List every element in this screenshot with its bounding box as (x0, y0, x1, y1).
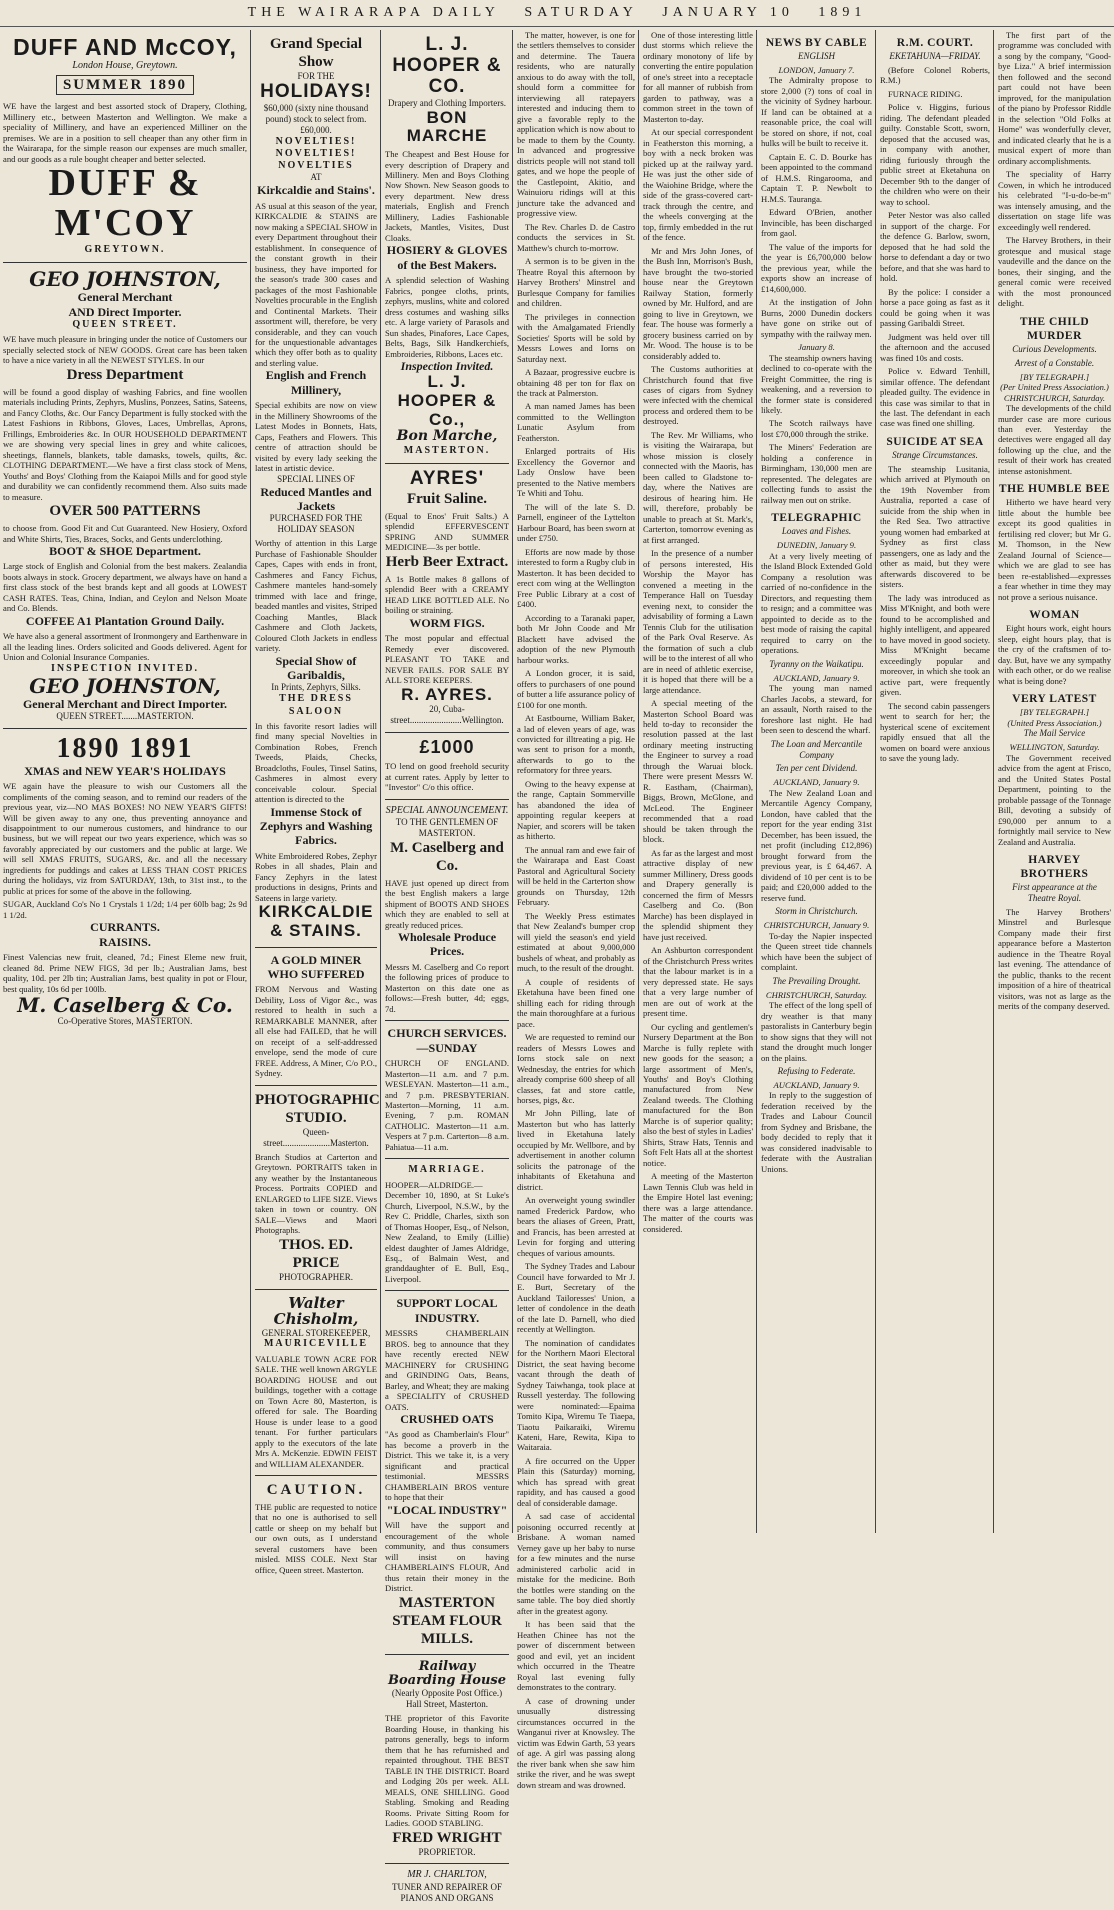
advert-footer: M. Caselberg & Co. (17, 993, 233, 1018)
advert-body: (Equal to Enos' Fruit Salts.) A splendid EFFERVESCENT SPRING AND SUMMER MEDICINE—3s per bottle. (385, 510, 509, 553)
advert-body: HAVE just opened up direct from the best English makers a large shipment of BOOTS AND SHOES which they are enabled to sell at greatly reduced prices. (385, 877, 509, 930)
news-paragraph: Mr and Mrs John Jones, of the Bush Inn, Morrison's Bush, have brought the two-storied house near the Greytown Railway Station, formerly owned by Mr. Hulford, and are going to live in Greytown, we fear. The house was formerly a grocery business carried on by Mr. Wood. The house is to be considerably added to. (643, 245, 753, 361)
advert-subtitle: Drapery and Clothing Importers. (388, 97, 506, 108)
dateline: AUCKLAND, January 9. (773, 777, 860, 788)
column-7 (877, 30, 993, 1533)
column-5 (640, 30, 756, 1533)
advert-millinery: English and French Millinery, (265, 368, 367, 397)
advert-body-4: In this favorite resort ladies will find many special Novelties in Combination Robes, French Tweeds, Plaids, Checks, Broadcloths, Foules, Tinsel Satins, Cashmeres in almost every conceivable colour. Special attention is directed to the (255, 720, 377, 805)
dateline: CHRISTCHURCH, January 9. (763, 920, 870, 931)
advert-caselberg-holidays (3, 729, 247, 1033)
advert-raisins: RAISINS. (99, 934, 151, 949)
news-paragraph: The second cabin passengers went to search for her; the hysterical scene of excitement rapidly ensued that all the women on board were anxious to save the young lady. (880, 700, 990, 764)
advert-body-3: Worthy of attention in this Large Purchase of Fashionable Shoulder Capes, Capes with ends in front, Cashmeres and Fancy Fichus, Cashmere manteles hand-somely trimmed with lace and fringe, beaded mantles and visites, Striped Coaching Mantles, Black Cashmere and Cloth Jackets, Coloured Cloth Jackets in endless variety. (255, 538, 377, 654)
advert-caution (255, 1476, 377, 1581)
news-paragraph: It has been said that the Heathen Chinee has not the power of discernment between good and evil, yet an incident which occurred in the Theatre Royal last evening fully demonstrates to the contrary. (517, 1619, 635, 1693)
advert-footer: L. J. HOOPER & Co., (397, 372, 497, 429)
news-paragraph: The Scotch railways have lost £70,000 through the strike. (761, 418, 872, 439)
advert-to: TO THE GENTLEMEN OF MASTERTON. (395, 816, 499, 838)
advert-body: WE again have the pleasure to wish our Customers all the compliments of the coming season, and to remind our readers of the previous year, viz—NO MAS BOXES! NO NEW YEAR'S GIFTS! Will be given away to any one, thus preventing annoyance and disappointment to our numerous customers, and hindrance to our business, but we will repeat our two years experience, which was so favorably appreciated by our customers and the public at large. We will sell XMAS FRUITS, SUGARS, &c. and all the necessary ingredients for puddings and cakes at LESS THAN COST PRICES during the holidays, viz from SATURDAY, 13th, to 31st inst., to the public at prices for some of the above in the following. (3, 781, 247, 896)
dateline: CHRISTCHURCH, Saturday. (765, 989, 868, 1000)
advert-footer-2: General Merchant and Direct Importer. (22, 696, 228, 711)
advert-title: CAUTION. (266, 1482, 366, 1498)
news-paragraph: One of those interesting little dust storms which relieve the ordinary monotony of life by converting the entire population of one's street into a receptacle for all manner of rubbish from garden to pathway, was a common street in the town of Masterton to-day. (643, 30, 754, 124)
advert-footer-2: Bon Marche, (396, 428, 498, 445)
advert-body: The Cheapest and Best House for every description of Drapery and Millinery. Men and Boys Clothing Now Shown. New Season goods to every department. New dress materials, English and French Millinery, Ladies Fashionable Jackets, Mantles, Visites, Dust Cloaks. (385, 149, 509, 243)
advert-photographic (255, 1086, 380, 1290)
news-paragraph: The young man named Charles Jacobs, a steward, for an assault, North raised to the foreshore last night. He had been seen to descend the wharf. (761, 683, 872, 736)
advert-body-4: Large stock of English and Colonial from the best makers. Zealandia boots always in stock. Grocery department, we always have on hand a first class stock of the best brands kept and all goods at LOWEST CASH RATES. Teas, China, Indian, and Ceylon and Nelson Moate and Co. Blends. (3, 561, 247, 614)
news-paragraph: As far as the largest and most attractive display of new summer Millinery, Dress goods and Drapery generally is concerned the firm of Messrs Caselberg and Co. (Bon Marche) has been displayed in the splendid shipment they have just received. (643, 847, 753, 942)
column-1 (0, 30, 250, 1533)
section-kicker: First appearance at the Theatre Royal. (1012, 882, 1097, 903)
advert-footer: FRED WRIGHT (392, 1829, 502, 1846)
section-kicker: Ten per cent Dividend. (775, 763, 858, 774)
news-paragraph: At our special correspondent in Featherston this morning, a boy with a neck broken was picked up at the railway yard. He was just the other side of the Waiohine Bridge, where the side of the grass-covered cart-track through the centre, and the wheels converging at the top, firmly embedded in the rut of the fence. (643, 127, 753, 243)
news-paragraph: To-day the Napier inspected the Queen street tide channels which have been the subject of complaint. (761, 930, 872, 973)
advert-street: QUEEN STREET. (72, 319, 178, 331)
advert-hooper (385, 30, 509, 464)
news-paragraph: The New Zealand Loan and Mercantile Agency Company, London, have cabled that the report for the year ending 31st December, has been issued, the net profit (including £12,896) brought forward from the previous year, is £ 64,467. A dividend of 10 per cent is to be paid; and £20,000 added to the reserve fund. (761, 787, 872, 903)
news-paragraph: (Before Colonel Roberts, R.M.) (880, 64, 990, 86)
section-heading-humble-bee: THE HUMBLE BEE (998, 483, 1111, 496)
news-paragraph: The Sydney Trades and Labour Council have forwarded to Mr J. E. Burt, Secretary of the Auckland Tailoresses' Union, a letter of condolence in the death of the late D. Parnell, who died recently at Wellington. (517, 1261, 635, 1335)
advert-novelties: NOVELTIES! (275, 135, 357, 147)
advert-body-2: Finest Valencias new fruit, cleaned, 7d.; Finest Eleme new fruit, cleaned 8d. Prime NEW FIGS, 3d per lb.; Australian Jams, best quality, 10d. per 2lb tin; Australian Jams, best quality in pot or Flour, best quality, 10s 6d per 100lb. (3, 952, 247, 994)
advert-worm-figs: WORM FIGS. (409, 615, 485, 630)
column-rule (638, 30, 639, 1533)
column-rule (380, 30, 381, 1533)
advert-body-2: "As good as Chamberlain's Flour" has become a proverb in the District. This we take it, is a very significant and practical testimonial. MESSRS CHAMBERLAIN BROS venture to hope that their (385, 1429, 509, 1503)
advert-zephyrs: Immense Stock of Zephyrs and Washing Fabrics. (259, 804, 373, 848)
section-heading-very-latest: VERY LATEST (1012, 693, 1097, 706)
dateline: DUNEDIN, January 9. (776, 540, 857, 551)
section-kicker: Arrest of a Constable. (1014, 357, 1095, 368)
news-paragraph: Mr John Pilling, late of Masterton but who has latterly lived in Eketahuna lately occupied by Mr. Wellbore, and by advertisement in another column solicits the patronage of the inhabitants of Eketahuna and district. (517, 1108, 635, 1192)
advert-body-3: Will have the support and encouragement of the whole community, and thus consumers will insist on having CHAMBERLAIN'S FLOUR, And thus retain their money in the District. (385, 1520, 509, 1594)
advert-inspection: INSPECTION INVITED. (50, 662, 200, 674)
news-paragraph: A case of drowning under unusually distressing circumstances occurred in the Wanganui river at Knowsley. The victim was Edwin Garth, 53 years of age. A girl was passing along the river bank when she saw him strike the river, and he was swept down stream and was drowned. (517, 1695, 635, 1790)
news-paragraph: FURNACE RIDING. (888, 88, 963, 99)
news-paragraph: Owing to the heavy expense at the range, Captain Sommerville has abandoned the idea of appointing regular keepers at Napier, and scorers will be taken as hitherto. (517, 778, 635, 842)
advert-body: TO lend on good freehold security at current rates. Apply by letter to "Investor" C/o this office. (385, 761, 509, 793)
advert-title: PHOTOGRAPHIC STUDIO. (255, 1091, 380, 1126)
advert-department: Dress Department (66, 366, 184, 383)
advert-footer: KIRKCALDIE & STAINS. (258, 902, 374, 940)
news-paragraph: The nomination of candidates for the Northern Maori Electoral District, the seat having become vacant through the death of Sydney Taiwhanga, took place at Russell yesterday. The following were nominated:—Epaima Tomito Kipa, Wiremu Te Tiaepa, Tiaotu Paikaraiki, Wiremu Kateni, Hare, Rewita, Kipa to Waitaraia. (517, 1337, 635, 1453)
advert-name: THOS. ED. PRICE (279, 1236, 353, 1271)
advert-garibaldis-2: In Prints, Zephyrs, Silks. (271, 682, 361, 693)
news-paragraph: Eight hours work, eight hours sleep, eight hours play, that is the cry of the craftsmen of to-day. But, have we any sympathy with each other, or do we realise what is being done? (998, 623, 1111, 686)
column-rule (756, 30, 757, 1533)
column-rule (250, 30, 251, 1533)
dateline: AUCKLAND, January 9. (773, 1079, 860, 1090)
advert-body: TUNER AND REPAIRER OF PIANOS AND ORGANS (392, 1881, 502, 1903)
advert-dress-saloon: THE DRESS SALOON (279, 693, 353, 717)
masthead-year: 1891 (818, 5, 867, 20)
news-paragraph: A fire occurred on the Upper Plain this (Saturday) morning, which has spread with great rapidity, and has caused a good deal of considerable damage. (517, 1455, 635, 1508)
news-paragraph: The Rev. Charles D. de Castro conducts the services in St. Matthew's church to-morrow. (517, 221, 635, 253)
advert-town: MASTERTON. (403, 444, 491, 456)
news-paragraph: The annual ram and ewe fair of the Wairarapa and East Coast Pastoral and Agricultural Society will be held in the Carterton show grounds on Thursday, 12th February. (517, 844, 635, 908)
advert-name: Kirkcaldie and Stains'. (257, 183, 375, 198)
advert-subtitle: (Nearly Opposite Post Office.) Hall Street, Masterton. (391, 1688, 503, 1710)
advert-role: PHOTOGRAPHER. (278, 1271, 354, 1282)
news-paragraph: The value of the imports for the year is £6,700,000 below the previous year, while the exports show an increase of £14,600,000. (761, 241, 872, 294)
advert-footer: R. AYRES. (401, 684, 493, 704)
news-paragraph: Captain E. C. D. Bourke has been appointed to the command of H.M.S. Ringarooma, and Captain T. P. Newbolt to H.M.S. Tauranga. (761, 151, 872, 204)
news-paragraph: A sad case of accidental poisoning occurred recently at Brisbane. A woman named Verney gave up her baby to nurse for a few minutes and the nurse administered carbolic acid in mistake for the medicine. Both the bottles were standing on the same table. The boy died shortly after in the greatest agony. (517, 1511, 635, 1616)
advert-currants: CURRANTS. (90, 920, 160, 935)
church-body: CHURCH OF ENGLAND. Masterton—11 a.m. and 7 p.m. WESLEYAN. Masterton—11 a.m., and 7 p.m. PRESBYTERIAN. Masterton—Morning, 11 a.m. Evening, 7 p.m. ROMAN CATHOLIC. Masterton—11 a.m. Vespers at 7 p.m. Carterton—8 a.m. Pahiatua—11 a.m. (385, 1058, 509, 1152)
advert-subtitle: GENERAL STOREKEEPER, (261, 1327, 371, 1338)
news-paragraph: In the presence of a number of persons interested, His Worship the Mayor has convened a meeting in the Temperance Hall on Tuesday evening next, to consider the advisability of forming a Lawn Tennis Club for the utilisation of the Park Oval Reserve. As the formation of such a club will be to the interest of all who are in need of athletic exercise, it is hoped that there will be a large attendance. (643, 548, 753, 695)
section-kicker: Loaves and Fishes. (781, 526, 852, 537)
dateline: CHRISTCHURCH, Saturday. (1003, 392, 1106, 403)
advert-body-5: White Embroidered Robes, Zephyr Robes in all shades, Plain and Fancy Zephyrs in the latest productions in designs, Prints and Sateens in large variety. (255, 850, 377, 903)
marriage-title: MARRIAGE. (408, 1164, 486, 1176)
advert-body: VALUABLE TOWN ACRE FOR SALE. THE well known ARGYLE BOARDING HOUSE and out buildings, together with a cottage on Town Acre 80, Masterton, is offered for sale. The Boarding House is under lease to a good tenant. For further particulars apply to the executors of the late Mrs A. McKenzie. EDWIN FEIST and WILLIAM ALEXANDER. (255, 1353, 377, 1469)
advert-herb-beer: Herb Beer Extract. (385, 553, 509, 570)
advert-lines: SPECIAL LINES OF (277, 473, 355, 484)
section-kicker: The Prevailing Drought. (772, 975, 861, 986)
advert-body: FROM Nervous and Wasting Debility, Loss of Vigor &c., was restored to health in such a REMARKABLE MANNER, after all else had FAILED, that he will on receipt of a self-addressed envelope, send the mode of cure FREE. Address, A Miner, C/o P.O., Sydney. (255, 984, 377, 1079)
advert-town: MAURICEVILLE (263, 1338, 368, 1350)
dateline: (Per United Press Association.) (1000, 382, 1109, 393)
news-paragraph: The steamship owners having declined to co-operate with the Freight Committee, the ring is weakening, and a reversion to the former state is considered likely. (761, 352, 872, 415)
masthead (0, 0, 1114, 27)
news-paragraph: The privileges in connection with the Amalgamated Friendly Societies' Sports will be sold by Messrs Lowes and Iorns on Saturday next. (517, 311, 635, 364)
advert-crushed-oats: CRUSHED OATS (400, 1412, 494, 1427)
advert-ayres (385, 464, 509, 733)
news-paragraph: An overweight young swindler named Frederick Pardow, who bears the aliases of Green, Pratt, and Francis, has been arrested at Levin for forging and uttering cheques of various amounts. (517, 1195, 635, 1258)
church-title: CHURCH SERVICES.—SUNDAY (387, 1026, 507, 1055)
section-kicker: Tyranny on the Waikatipu. (769, 658, 864, 669)
section-heading-woman: WOMAN (1029, 609, 1080, 622)
dateline: (United Press Association.) (1007, 717, 1102, 728)
column-2 (252, 30, 380, 1575)
section-heading-suicide-at-sea: SUICIDE AT SEA (886, 435, 984, 448)
advert-street: Queen-street.....................Masterton. (263, 1126, 369, 1148)
advert-holidays: HOLIDAYS! (260, 80, 372, 102)
section-heading-telegraphic: TELEGRAPHIC (771, 512, 862, 525)
section-heading-harvey-brothers: HARVEY BROTHERS (1020, 853, 1089, 880)
news-paragraph: A couple of residents of Eketahuna have been fined one shilling each for riding through the main thoroughfare at a furious pace. (517, 976, 635, 1029)
news-paragraph: The Harvey Brothers, in their grotesque and musical stage vaudeville and the dance on the bones, their singing, and the general comic were received with the most pronounced delight. (998, 235, 1111, 309)
news-paragraph: The matter, however, is one for the settlers themselves to consider and determine. The Tauera residents, who are naturally anxious to do away with the toll, should form a committee for interviewing all ratepayers interested and inducing them to give a favorable reply to the application which is now about to be made to them by the County. In advanced and progressive districts people will not stand toll gates, and we hope the people of the Castlepoint, Akitio, and Wainuioru ridings will at this juncture take the advanced and progressive view. (517, 30, 635, 219)
advert-duff-mccoy (3, 30, 247, 263)
advert-railway-boarding (385, 1655, 509, 1865)
section-kicker: The Loan and Mercantile Company (770, 738, 863, 760)
advert-title: GEO JOHNSTON, (29, 267, 221, 292)
advert-title: A GOLD MINER WHO SUFFERED (267, 952, 365, 981)
news-paragraph: In reply to the suggestion of federation received by the Trades and Labour Council from Sydney and Brisbane, the body decided to reply that it was considered inadvisable to federate with the Australian Unions. (761, 1090, 872, 1174)
advert-local: "LOCAL INDUSTRY" (386, 1502, 508, 1517)
news-paragraph: The lady was introduced as Miss M'Knight, and both were found to be accomplished and highly intelligent, and appeared to have moved in good society. Miss M'Knight became exceedingly popular and moreover, in which she took an active part, were frequently given. (880, 592, 990, 698)
advert-footer: DUFF & M'COY (48, 162, 202, 245)
news-paragraph: At Eastbourne, William Baker, a lad of eleven years of age, was convicted for illtreating a pig. He was sent to prison for a month, afterwards to go to the reformatory for three years. (517, 713, 635, 776)
dateline: January 8. (798, 342, 835, 353)
news-paragraph: Peter Nestor was also called in support of the charge. For the defence G. Barlow, sworn, deposed that he had sold the horse to defendant a day or two before, and that she was hard to hold. (880, 210, 990, 284)
advert-charlton (385, 1864, 509, 1909)
news-paragraph: Our cycling and gentlemen's Nursery Department at the Bon Marche is fully replete with new goods for the season; a large assortment of Men's, Youths' and Boy's Clothing manufactured from New Zealand tweeds. The Clothing manufactured for the Bon Marche is of superior quality; also the best of styles in Ladies' Shirts, Straw Hats, Tennis and Soft Felt Hats all at the shortest notice. (643, 1021, 753, 1168)
advert-geo-johnston (3, 263, 247, 729)
advert-body: WE have much pleasure in bringing under the notice of Customers our specially selected stock of NEW GOODS. Great care has been taken to have a nice variety in all the NEWEST STYLES. In our (3, 334, 247, 366)
advert-loan (385, 733, 509, 799)
advert-body-2: A splendid selection of Washing Fabrics, pongee cloths, prints, zephyrs, muslins, white and colored dress costumes and washing silks etc. A large variety of Parasols and Sun shades, Pinafores, Lace Capes, Belts, Bags, Silk Handkerchiefs, Embroideries, Ribbons, Laces etc. (385, 275, 509, 359)
column-3 (382, 30, 512, 1903)
section-kicker: Refusing to Federate. (777, 1066, 856, 1077)
masthead-date: JANUARY 10 (662, 5, 794, 20)
advert-patterns: OVER 500 PATTERNS (49, 503, 201, 520)
news-paragraph: The Rev. Mr Williams, who is visiting the Wairarapa, but whose mission is closely connected with the Maoris, has been called to Gladstone to-day, where the Natives are desirous of hearing him. He will, therefore, probably be unable to preach at St. Mark's, Carterton, tomorrow evening as at first arranged. (643, 429, 753, 545)
news-paragraph: Efforts are now made by those interested to form a Rugby club in Masterton. It has been decided to erect com wing at the Wellington Free Public Library at a cost of £400. (517, 546, 635, 610)
advert-town: GREYTOWN. (84, 244, 166, 256)
advert-walter-chisholm (255, 1290, 377, 1476)
column-6 (758, 30, 875, 1533)
advert-address: 20, Cuba-street.......................Wellington. (390, 704, 504, 726)
news-paragraph: By the police: I consider a horse a pace going as fast as it could be going when it was passing Garibaldi Street. (880, 286, 990, 329)
advert-fruit-saline: Fruit Saline. (406, 490, 487, 507)
dateline: AUCKLAND, January 9. (773, 672, 860, 683)
news-paragraph: The speciality of Harry Cowen, in which he introduced his celebrated "I-u-do-be-m" was intensely amusing, and the dissertation on stage life was exceedingly well rendered. (998, 169, 1111, 232)
advert-title: L. J. HOOPER & CO. (392, 34, 502, 97)
advert-inspection: Inspection Invited. (400, 359, 494, 374)
news-paragraph: Judgment was held over till the afternoon and the accused was fined 10s and costs. (880, 331, 990, 363)
news-paragraph: The Harvey Brothers' Minstrel and Burlesque Company made their first appearance before a Masterton audience in the Theatre Royal last evening. The attendance of the public, thanks to the recent imposition of a hire of theatrical visitors, was not as large as the merits of the company deserved. (998, 906, 1111, 1012)
news-paragraph: A man named James has been committed to the Wellington Lunatic Asylum from Featherston. (517, 401, 635, 443)
masthead-day: SATURDAY (524, 5, 638, 20)
advert-title: Walter Chisholm, (273, 1293, 359, 1329)
section-kicker: Storm in Christchurch. (775, 906, 858, 917)
news-paragraph: The first part of the programme was concluded with a song by the company, "Good-bye Liza." A brief intermission then followed and the second part could not have been improved, for the manipulation of the piano by Professor Riddle in the selection "Old Folks at Home" was wonderfully clever, and indicated clearly that he is a musical expert of more than ordinary accomplishments. (998, 30, 1111, 166)
advert-title: Railway Boarding House (387, 1658, 507, 1688)
news-paragraph: At a very lively meeting of the Island Block Extended Gold Company a resolution was carried of no-confidence in the Directors, and requesting them to resign; and a committee was appointed to decide as to the best mode of raising the capital required to carry on the operations. (761, 550, 872, 656)
section-heading-child-murder: THE CHILD MURDER (1019, 315, 1090, 342)
news-paragraph: Police v. Higgins, furious riding. The defendant pleaded guilty. Constable Scott, sworn, deposed that the accused was, in company with another, riding furiously through the public street at Eketahuna on December 9th to the danger of the children who were on their way to school. (880, 102, 990, 207)
news-paragraph: The Miners' Federation are holding a conference in Birmingham, 130,000 men are represented. The delegates are collecting funds to assist the railway men out on strike. (761, 442, 872, 505)
column-8 (995, 30, 1114, 1533)
advert-title: SPECIAL ANNOUNCEMENT. (385, 804, 509, 816)
advert-subtitle-2: AND Direct Importer. (68, 304, 182, 319)
advert-body-2: Messrs M. Caselberg and Co report the following prices of produce to Masterton on this date one as follows:—Fresh butter, 4d; eggs, 7d. (385, 961, 509, 1014)
dateline: [BY TELEGRAPH.] (1019, 707, 1090, 718)
advert-subtitle: General Merchant (77, 290, 173, 305)
advert-mantles: Reduced Mantles and Jackets (260, 484, 372, 513)
advert-body-2: A 1s Bottle makes 8 gallons of splendid Beer with a CREAMY HEAD LIKE BOTTLED ALE. No boiling or straining. (385, 573, 509, 616)
advert-title: DUFF AND McCOY, (13, 34, 237, 60)
advert-at: AT (310, 172, 322, 183)
advert-novelties-3: NOVELTIES (278, 160, 354, 172)
news-paragraph: Edward O'Brien, another Invincible, has been discharged from gaol. (761, 207, 872, 239)
advert-footer-3: QUEEN STREET.......MASTERTON. (56, 711, 194, 722)
advert-for: FOR THE (297, 71, 335, 81)
news-paragraph: Enlarged portraits of His Excellency the Governor and Lady Onslow have been presented to the Native members Te Whiti and Tohu. (517, 446, 635, 499)
advert-proprietor: PROPRIETOR. (418, 1846, 476, 1857)
news-paragraph: Hitherto we have heard very little about the humble bee except its good qualities in fertilising red clover; but Mr G. M. Thomson, in the New Zealand Journal of Science—which we are glad to see has been re-established—expresses a fear whether in time they may not prove a serious nuisance. (998, 497, 1111, 602)
section-kicker: Curious Developments. (1012, 343, 1097, 354)
advert-title: MR J. CHARLTON, (407, 1869, 487, 1881)
news-paragraph: At the instigation of John Burns, 2000 Dunedin dockers have gone on strike out of sympathy with the railway men. (761, 297, 872, 339)
advert-body-2: will be found a good display of washing Fabrics, and fine woollen materials including Prints, Zephyrs, Muslins, Ponzees, Satins, Sateens, and Fancy Cloths, &c. Our Fancy Department is fully stocked with the Latest Fashions in Ribbons, Gloves, Laces, Umbrellas, Aprons, Frillings, Embroideries &c. In OUR HOUSEHOLD DEPARTMENT we are showing very special lines in grey and white calicoes, sheetings, flannels, blankets, table damasks, towels, quilts, &c. CLOTHING DEPARTMENT.—We have a first class stock of Mens, Youths' and Boys' Clothing from the Kaiapoi Mills and for good style and durability we can confidently recommend them. Also suits made to measure. (3, 386, 247, 502)
advert-title: £1000 (419, 737, 475, 758)
dateline: WELLINGTON, Saturday. (1009, 742, 1100, 753)
advert-stock: $60,000 (sixty nine thousand pound) stock to select from. £60,000. (263, 102, 369, 135)
advert-body: AS usual at this season of the year, KIRKCALDIE & STAINS are now making a SPECIAL SHOW in every Department throughout their establishment. In consequence of the constant growth in their business, they have imported for the season's trade 300 cases and packages of the most Fashionable Novelties procurable in the English and Continental Markets. Their assortment will, therefore, be very considerable, and they can vouch for the unquestionable advantages which they offer both as to quality and sterling value. (255, 200, 377, 368)
advert-name: M. Caselberg and Co. (390, 839, 504, 874)
advert-body-5: We have also a general assortment of Ironmongery and Earthenware in all the leading lines. Orders solicited and Goods delivered. Agent for Union and Colonial Insurance Companies. (3, 631, 247, 663)
news-paragraph: The steamship Lusitania, which arrived at Plymouth on the 19th November from Australia, reported a case of suicide from the ship when in the Red Sea. Two attractive young women had embarked at Sydney as first class passengers, one as lady and the other as maid, but they were afterwards discovered to be sisters. (880, 463, 990, 590)
church-services (385, 1021, 509, 1159)
column-rule (512, 30, 513, 1533)
advert-boot-department: BOOT & SHOE Department. (49, 544, 201, 559)
section-kicker: EKETAHUNA—FRIDAY. (889, 51, 981, 62)
advert-coffee: COFFEE A1 Plantation Ground Daily. (25, 613, 225, 628)
marriage-notice (385, 1159, 509, 1291)
news-paragraph: The effect of the long spell of dry weather is that many pastoralists in Canterbury begin to show signs that they will not stand the drought much longer on the plains. (761, 1000, 872, 1063)
advert-local-industry (385, 1291, 509, 1654)
advert-body: THE proprietor of this Favorite Boarding House, in thanking his patrons generally, begs to inform them that he has refurnished and repainted throughout. THE BEST TABLE IN THE DISTRICT. Board and Lodging 20s per week. ALL MEALS, ONE SHILLING. Good Stabling. Smoking and Reading Rooms. Private Sitting Room for Ladies. GOOD STABLING. (385, 1713, 509, 1829)
news-paragraph: A London grocer, it is said, offers to purchasers of one pound of butter a life assurance policy of £100 for one month. (517, 668, 635, 710)
advert-kirkcaldie-stains (255, 30, 377, 948)
news-paragraph: According to a Taranaki paper, both Mr John Coode and Mr Blackett have advised the adoption of the new Plymouth harbour works. (517, 612, 635, 665)
column-rule (875, 30, 876, 1533)
news-paragraph: A Bazaar, progressive eucbre is obtaining 48 per ton for flax on the track at Palmerston. (517, 367, 635, 398)
news-paragraph: The will of the late S. D. Parnell, engineer of the Lyttelton Harbour Board, has been sworn at under £750. (517, 501, 635, 544)
advert-title: AYRES' (409, 468, 485, 490)
advert-footer-2: Co-Operative Stores, MASTERTON. (57, 1016, 193, 1027)
advert-body: WE have the largest and best assorted stock of Drapery, Clothing, Millinery etc., between Masterton and Wellington. We make a speciality of Millinery, and have an experienced Milliner on the premises. We are in a position to sell cheaper than any other firm in the Wairarapa, for the simple reason our expenses are much smaller, and our goods as a rule bought cheaper and better selected. (3, 101, 247, 164)
advert-footer: MASTERTON STEAM FLOUR MILLS. (392, 1594, 502, 1647)
section-kicker: The Mail Service (1023, 728, 1086, 739)
section-kicker: ENGLISH (797, 51, 835, 62)
advert-body-3: The most popular and effectual Remedy ever discovered. PLEASANT TO TAKE and NEVER FAILS. FOR SALE BY ALL STORE KEEPERS. (385, 633, 509, 686)
advert-bon-marche: BON MARCHE (406, 107, 488, 146)
advert-title: Grand Special Show (269, 36, 363, 70)
advert-gold-miner (255, 948, 377, 1086)
news-paragraph: A meeting of the Masterton Lawn Tennis Club was held in the Empire Hotel last evening; there was a large attendance. The matter of the courts was considered. (643, 1171, 753, 1234)
advert-novelties-2: NOVELTIES! (275, 147, 357, 159)
advert-years: 1890 1891 (56, 733, 194, 765)
advert-body: MESSRS CHAMBERLAIN BROS. beg to announce that they have recently erected NEW MACHINERY for CRUSHING and GRINDING Oats, Beans, Barley, and Wheat; they are making a SPECIALITY of CRUSHED OATS. (385, 1328, 509, 1412)
advert-title: XMAS and NEW YEAR'S HOLIDAYS (24, 763, 226, 778)
section-kicker: Strange Circumstances. (892, 449, 978, 460)
news-paragraph: The Government received advice from the agent at Frisco, and the United States Postal Department, pointing to the probable passage of the Tonnage Bill, devoting a subsidy of £90,000 per annum to a fortnightly mail service to New Zealand and Australia. (998, 752, 1111, 847)
section-heading-news-by-cable: NEWS BY CABLE (765, 37, 868, 49)
news-paragraph: The Admiralty propose to store 2,000 (?) tons of coal in the vicinity of Sydney harbour. If land can be obtained at a reasonable price, the coal will be stored on shore, if not, coal hulks will be built to receive it. (761, 75, 872, 149)
column-rule (993, 30, 994, 1533)
column-4 (514, 30, 638, 1790)
advert-body-3: to choose from. Good Fit and Cut Guaranteed. New Hosiery, Oxford and White Shirts, Ties, Braces, Socks, and Gents underclothing. (3, 523, 247, 544)
dateline: LONDON, January 7. (778, 64, 855, 75)
news-paragraph: The developments of the child murder case are more curious than ever. Yesterday the detectives were engaged all day following up the clue, and the result of their work has created intense astonishment. (998, 403, 1111, 476)
advert-garibaldis: Special Show of Garibaldis, (275, 653, 357, 683)
news-paragraph: A sermon is to be given in the Theatre Royal this afternoon by Harvey Brothers' Minstrel and Burlesque Company for families and children. (517, 256, 635, 309)
masthead-paper: THE WAIRARAPA DAILY (247, 5, 500, 20)
news-paragraph: We are requested to remind our readers of Messrs Lowes and Iorns stock sale on next Wednesday, the entries for which already comprise 600 sheep of all classes, fat and store cattle, horses, pigs, &c. (517, 1032, 635, 1105)
advert-special-announcement (385, 800, 509, 1022)
advert-season: SUMMER 1890 (56, 75, 194, 95)
advert-footer: GEO JOHNSTON, (29, 673, 221, 698)
advert-title: SUPPORT LOCAL INDUSTRY. (396, 1296, 498, 1325)
section-heading-rm-court: R.M. COURT. (896, 37, 974, 49)
news-paragraph: A special meeting of the Masterton School Board was held to-day to reconsider the resolution passed at the last ordinary meeting instructing the Engineer to survey a road through the Waruai block. There were present Messrs W. R. Eastham, (Chairman), Biggs, Brown, McGlone, and McLeod. The Engineer recommended that a road should be taken through the block. (643, 698, 753, 845)
dateline: [BY TELEGRAPH.] (1019, 371, 1090, 382)
advert-body: Branch Studios at Carterton and Greytown. PORTRAITS taken in any weather by the Instantaneous Process. Portraits COPIED and ENLARGED to LIFE SIZE. Views taken in town or country. ON SALE—Views and Maori Photographs. (255, 1151, 377, 1236)
news-paragraph: An Ashburton correspondent of the Christchurch Press writes that the labour market is in a very depressed state. He says that a very large number of men are out of work at the present time. (643, 945, 753, 1019)
news-paragraph: Police v. Edward Tenhill, similar offence. The defendant pleaded guilty. The evidence in this case was similar to that in the last. The defendant in each case was fined one shilling. (880, 366, 990, 429)
marriage-body: HOOPER—ALDRIDGE.—December 10, 1890, at St Luke's Church, Liverpool, N.S.W., by the Rev C. Priddle, Charles, sixth son of Thomas Hooper, Esq., of Nelson, New Zealand, to Emily (Lillie) eldest daughter of James Aldridge, Esq., of Balmain West, and granddaughter of E. Bull, Esq., Liverpool. (385, 1179, 509, 1284)
advert-purchased: PURCHASED FOR THE HOLIDAY SEASON (269, 513, 363, 535)
advert-body-2: Special exhibits are now on view in the Millinery Showrooms of the Latest Modes in Bonnets, Hats, Caps, Feathers and Flowers. This centre of attraction should be visited by every lady seeking the latest in artistic device. (255, 400, 377, 474)
news-paragraph: The Weekly Press estimates that New Zealand's bumper crop will yield the season's end yield estimated at about 9,000,000 bushels of wheat, and probably as much, to the result of the drought. (517, 910, 635, 974)
news-paragraph: The Customs authorities at Christchurch found that five cases of cigars from Sydney were infected with the chemical process and ordered them to be destroyed. (643, 364, 753, 427)
advert-sugar: SUGAR, Auckland Co's No 1 Crystals 1 1/2d; 1/4 per 60lb bag; 2s 9d 1 1/2d. (3, 899, 247, 920)
advert-subtitle: London House, Greytown. (72, 60, 178, 72)
advert-wholesale: Wholesale Produce Prices. (397, 930, 497, 959)
advert-hosiery: HOSIERY & GLOVES of the Best Makers. (386, 243, 508, 272)
advert-body: THE public are requested to notice that no one is authorised to sell cattle or sheep on my behalf but our own outs, as I understand several customers have been misled. MISS COLE. Next Star office, Queen street. Masterton. (255, 1502, 377, 1575)
